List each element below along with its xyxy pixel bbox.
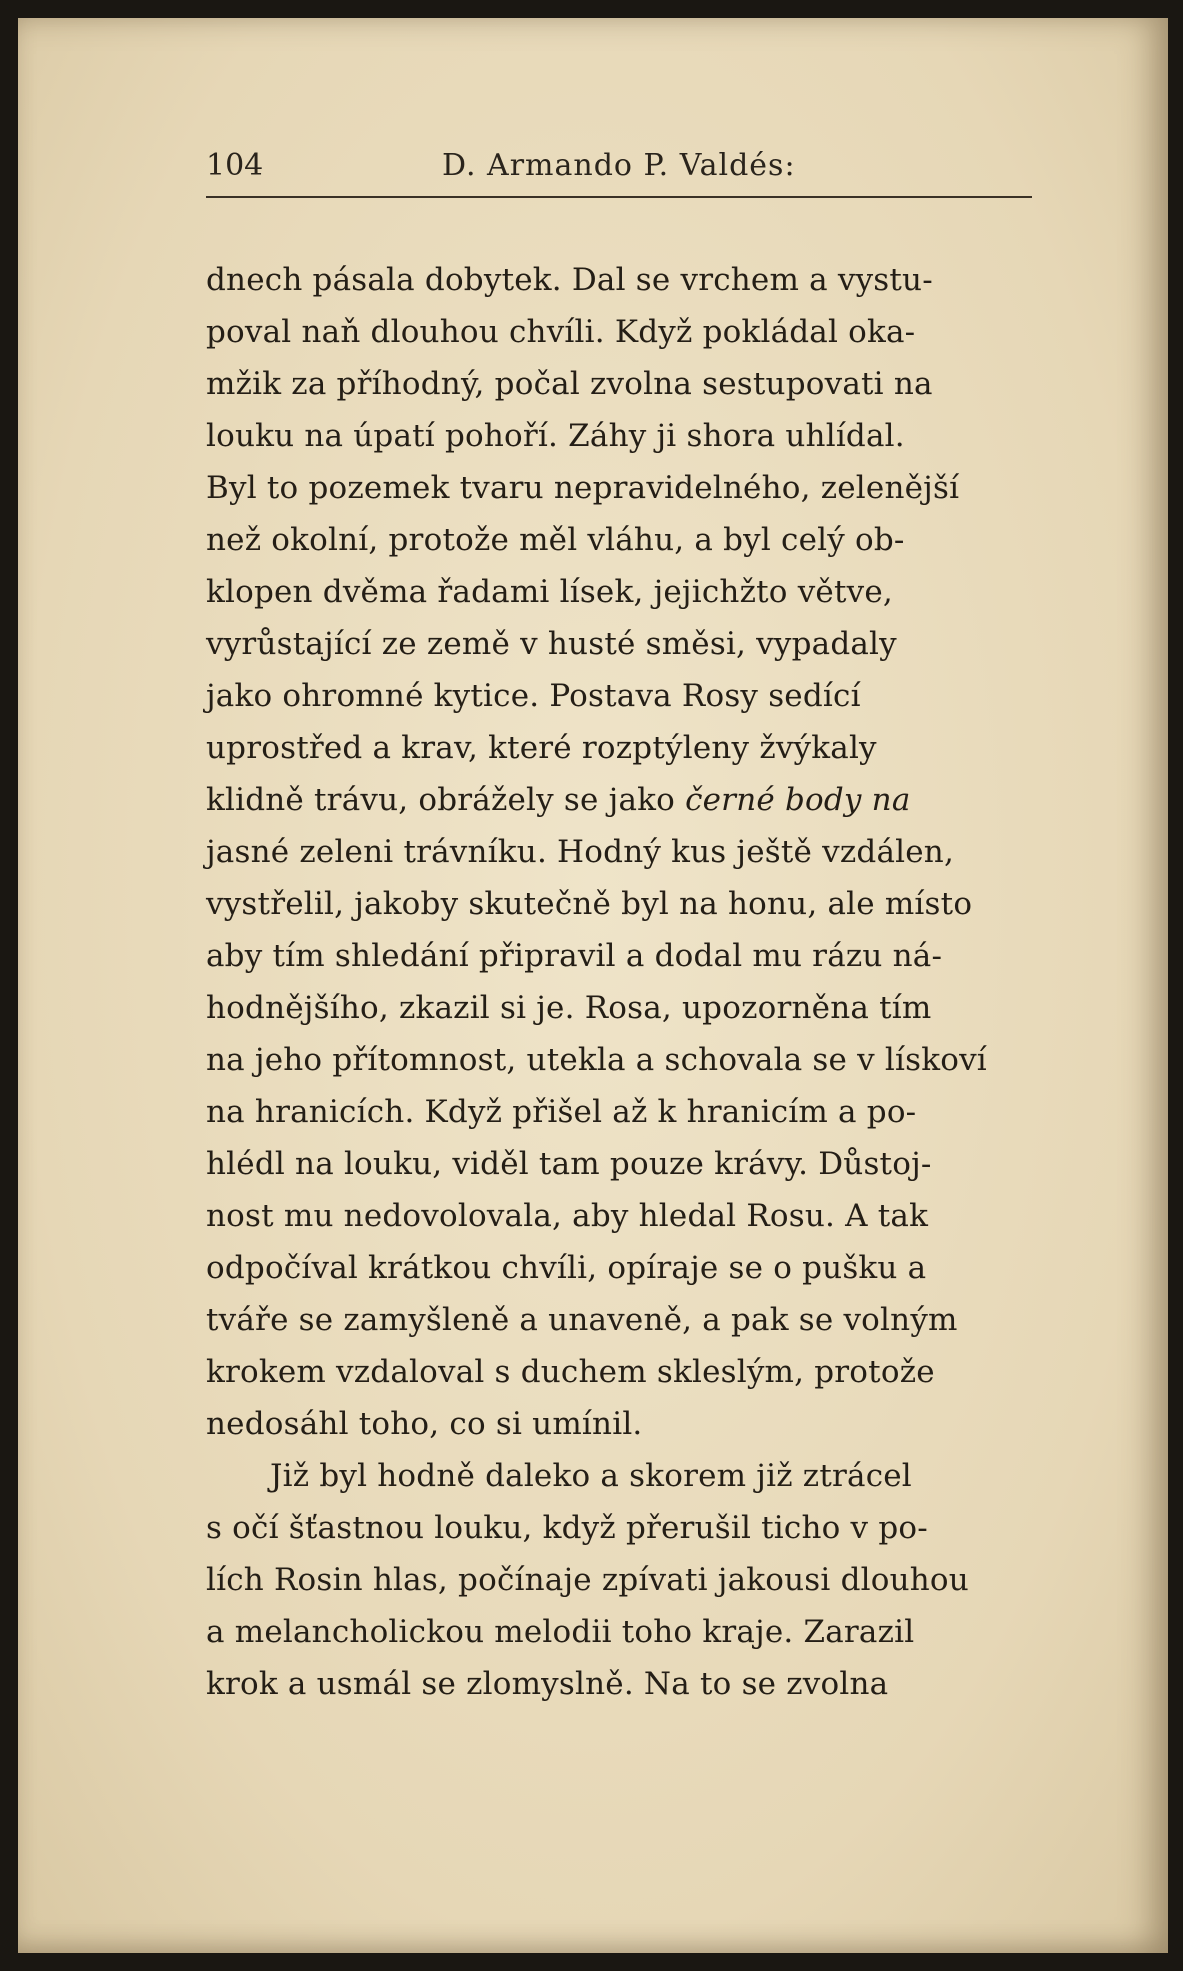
text-line: vystřelil, jakoby skutečně byl na honu, ale místo <box>206 886 973 922</box>
text-line: hlédl na louku, viděl tam pouze krávy. Důstoj- <box>206 1146 932 1182</box>
body-text <box>206 254 1046 1710</box>
page-header <box>206 148 1032 190</box>
text-line: Byl to pozemek tvaru nepravidelného, zelenější <box>206 470 960 506</box>
text-line: lích Rosin hlas, počínaje zpívati jakousi dlouhou <box>206 1562 969 1598</box>
text-line: než okolní, protože měl vláhu, a byl celý ob- <box>206 522 905 558</box>
text-line: a melancholickou melodii toho kraje. Zarazil <box>206 1614 915 1650</box>
text-line: nost mu nedovolovala, aby hledal Rosu. A tak <box>206 1198 929 1234</box>
text-line: s očí šťastnou louku, když přerušil ticho v po- <box>206 1510 928 1546</box>
text-line-start: klidně trávu, obrážely se jako <box>206 782 675 818</box>
text-line: na hranicích. Když přišel až k hranicím a po- <box>206 1094 917 1130</box>
text-line: krok a usmál se zlomyslně. Na to se zvolna <box>206 1666 889 1702</box>
text-line-with-italic <box>206 774 1046 826</box>
text-line: krokem vzdaloval s duchem skleslým, protože <box>206 1354 935 1390</box>
text-line: poval naň dlouhou chvíli. Když pokládal oka- <box>206 314 916 350</box>
text-line: tváře se zamyšleně a unaveně, a pak se volným <box>206 1302 958 1338</box>
page-number: 104 <box>206 148 264 183</box>
text-line: vyrůstající ze země v husté směsi, vypadaly <box>206 626 897 662</box>
text-line: mžik za příhodný, počal zvolna sestupovati na <box>206 366 933 402</box>
italic-phrase: černé body na <box>685 782 911 818</box>
running-head: D. Armando P. Valdés: <box>442 148 796 183</box>
text-line: nedosáhl toho, co si umínil. <box>206 1406 643 1442</box>
text-line: klopen dvěma řadami lísek, jejichžto větve, <box>206 574 893 610</box>
text-line: dnech pásala dobytek. Dal se vrchem a vystu- <box>206 262 933 298</box>
text-line: jasné zeleni trávníku. Hodný kus ještě vzdálen, <box>206 834 955 870</box>
text-line: jako ohromné kytice. Postava Rosy sedící <box>206 678 861 714</box>
text-line: odpočíval krátkou chvíli, opíraje se o pušku a <box>206 1250 927 1286</box>
text-line: hodnějšího, zkazil si je. Rosa, upozorněna tím <box>206 990 932 1026</box>
paragraph-start-line: Již byl hodně daleko a skorem již ztrácel <box>270 1458 912 1494</box>
text-line: aby tím shledání připravil a dodal mu rázu ná- <box>206 938 943 974</box>
header-rule <box>206 196 1032 198</box>
text-line: uprostřed a krav, které rozptýleny žvýkaly <box>206 730 877 766</box>
text-line: louku na úpatí pohoří. Záhy ji shora uhlídal. <box>206 418 905 454</box>
text-line: na jeho přítomnost, utekla a schovala se v lískoví <box>206 1042 987 1078</box>
